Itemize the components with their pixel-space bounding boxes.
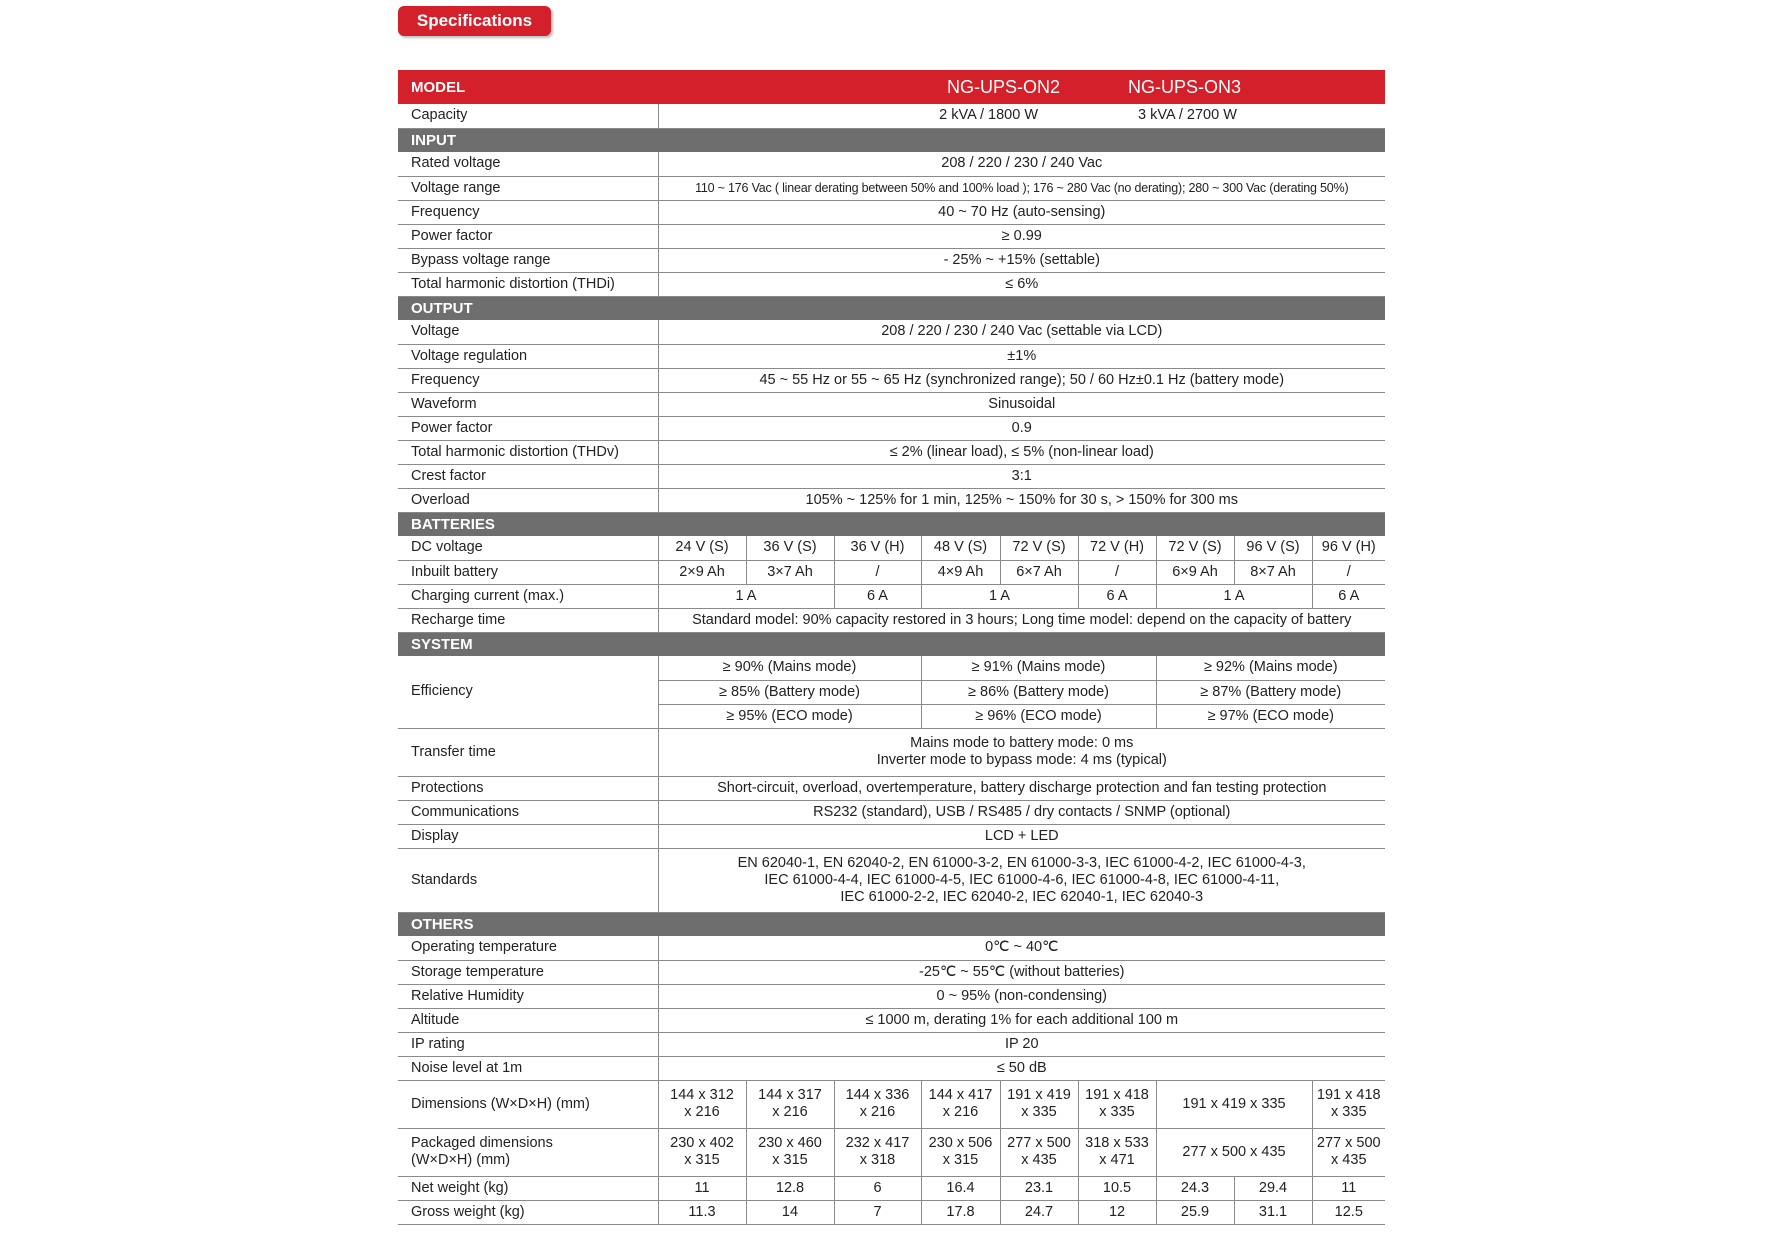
- cell: 6 A: [834, 584, 921, 608]
- table-row: [398, 392, 1385, 416]
- cell: ≥ 97% (ECO mode): [1156, 704, 1385, 728]
- cell: ≥ 92% (Mains mode): [1156, 656, 1385, 680]
- model-label: MODEL: [398, 70, 658, 104]
- table-row: [398, 936, 1385, 960]
- section-title: SYSTEM: [398, 632, 1385, 656]
- text-line: EN 62040-1, EN 62040-2, EN 61000-3-2, EN 61000-3-3, IEC 61000-4-2, IEC 61000-4-3,: [737, 854, 1306, 871]
- model-row: [398, 70, 1385, 104]
- cell: 96 V (S): [1234, 536, 1312, 560]
- capacity-on2: 2 kVA / 1800 W: [658, 104, 1078, 128]
- row-value: RS232 (standard), USB / RS485 / dry contacts / SNMP (optional): [658, 800, 1385, 824]
- row-label: Net weight (kg): [398, 1176, 658, 1200]
- row-label: Voltage regulation: [398, 344, 658, 368]
- cell: 14: [746, 1200, 834, 1224]
- row-value: IP 20: [658, 1032, 1385, 1056]
- text-line: Mains mode to battery mode: 0 ms: [910, 735, 1134, 751]
- cell: 1 A: [1156, 584, 1312, 608]
- gross-weight-row: [398, 1200, 1385, 1224]
- table-row: [398, 776, 1385, 800]
- text-line: x 471: [1099, 1152, 1135, 1168]
- row-value: 0 ~ 95% (non-condensing): [658, 984, 1385, 1008]
- row-label: Transfer time: [398, 728, 658, 776]
- row-value: -25℃ ~ 55℃ (without batteries): [658, 960, 1385, 984]
- table-row: [398, 984, 1385, 1008]
- text-line: 144 x 312: [670, 1087, 734, 1103]
- table-row: [398, 344, 1385, 368]
- capacity-row: [398, 104, 1385, 128]
- text-line: 318 x 533: [1085, 1135, 1149, 1151]
- table-row: [398, 1008, 1385, 1032]
- row-label: Power factor: [398, 416, 658, 440]
- cell: 2×9 Ah: [658, 560, 746, 584]
- cell: 96 V (H): [1312, 536, 1385, 560]
- cell: 25.9: [1156, 1200, 1234, 1224]
- text-line: 191 x 419: [1007, 1087, 1071, 1103]
- dimensions-row: [398, 1080, 1385, 1128]
- row-value: Sinusoidal: [658, 392, 1385, 416]
- cell: ≥ 87% (Battery mode): [1156, 680, 1385, 704]
- row-value: 45 ~ 55 Hz or 55 ~ 65 Hz (synchronized range); 50 / 60 Hz±0.1 Hz (battery mode): [658, 368, 1385, 392]
- row-value: 0.9: [658, 416, 1385, 440]
- cell: ≥ 90% (Mains mode): [658, 656, 921, 680]
- text-line: x 335: [1331, 1104, 1367, 1120]
- cell: 6: [834, 1176, 921, 1200]
- row-value: 40 ~ 70 Hz (auto-sensing): [658, 200, 1385, 224]
- cell: 16.4: [921, 1176, 1000, 1200]
- row-value: [658, 848, 1385, 912]
- text-line: 277 x 500: [1316, 1135, 1381, 1151]
- cell: ≥ 91% (Mains mode): [921, 656, 1156, 680]
- cell: ≥ 95% (ECO mode): [658, 704, 921, 728]
- section-header-input: [398, 128, 1385, 152]
- row-label: Recharge time: [398, 608, 658, 632]
- cell: 36 V (S): [746, 536, 834, 560]
- table-row: [398, 368, 1385, 392]
- section-title: OUTPUT: [398, 296, 1385, 320]
- net-weight-row: [398, 1176, 1385, 1200]
- section-header-output: [398, 296, 1385, 320]
- text-line: IEC 61000-2-2, IEC 62040-2, IEC 62040-1, IEC 62040-3: [840, 888, 1204, 905]
- cell: [658, 1080, 746, 1128]
- section-header-batteries: [398, 512, 1385, 536]
- cell: 31.1: [1234, 1200, 1312, 1224]
- row-label: Efficiency: [398, 656, 658, 728]
- text-line: x 315: [942, 1152, 979, 1168]
- section-header-system: [398, 632, 1385, 656]
- text-line: 191 x 419 x 335: [1182, 1095, 1286, 1112]
- cell: 1 A: [658, 584, 834, 608]
- text-line: 277 x 500: [1007, 1135, 1071, 1151]
- cell: /: [834, 560, 921, 584]
- cell: 36 V (H): [834, 536, 921, 560]
- text-line: (W×D×H) (mm): [411, 1152, 511, 1168]
- text-line: 232 x 417: [845, 1135, 910, 1151]
- table-row: [398, 1032, 1385, 1056]
- text-line: x 315: [684, 1152, 720, 1168]
- standards-row: [398, 848, 1385, 912]
- cell: [921, 1128, 1000, 1176]
- row-label: DC voltage: [398, 536, 658, 560]
- cell: [834, 1080, 921, 1128]
- text-line: 230 x 402: [670, 1135, 734, 1151]
- row-label: Waveform: [398, 392, 658, 416]
- row-label: Power factor: [398, 224, 658, 248]
- cell: 4×9 Ah: [921, 560, 1000, 584]
- row-value: Standard model: 90% capacity restored in 3 hours; Long time model: depend on the capacity of battery: [658, 608, 1385, 632]
- cell: [834, 1128, 921, 1176]
- text-line: 191 x 418: [1085, 1087, 1149, 1103]
- text-line: 230 x 460: [758, 1135, 822, 1151]
- text-line: x 315: [772, 1152, 808, 1168]
- row-label: Inbuilt battery: [398, 560, 658, 584]
- cell: 7: [834, 1200, 921, 1224]
- row-value: ≤ 2% (linear load), ≤ 5% (non-linear load): [658, 440, 1385, 464]
- row-label: Display: [398, 824, 658, 848]
- row-value: 105% ~ 125% for 1 min, 125% ~ 150% for 30 s, > 150% for 300 ms: [658, 488, 1385, 512]
- section-header-others: [398, 912, 1385, 936]
- table-row: [398, 1056, 1385, 1080]
- text-line: Packaged dimensions: [411, 1135, 553, 1151]
- row-label: Dimensions (W×D×H) (mm): [398, 1080, 658, 1128]
- row-value: LCD + LED: [658, 824, 1385, 848]
- cell: 72 V (H): [1078, 536, 1156, 560]
- row-value: Short-circuit, overload, overtemperature, battery discharge protection and fan testing protection: [658, 776, 1385, 800]
- cell: 24.7: [1000, 1200, 1078, 1224]
- cell: ≥ 96% (ECO mode): [921, 704, 1156, 728]
- text-line: IEC 61000-4-4, IEC 61000-4-5, IEC 61000-4-6, IEC 61000-4-8, IEC 61000-4-11,: [764, 871, 1280, 888]
- cell: 29.4: [1234, 1176, 1312, 1200]
- cell: 11.3: [658, 1200, 746, 1224]
- cell: 6 A: [1078, 584, 1156, 608]
- row-label: Frequency: [398, 200, 658, 224]
- table-row: [398, 488, 1385, 512]
- table-row: [398, 272, 1385, 296]
- text-line: x 216: [942, 1104, 979, 1120]
- model-on3: NG-UPS-ON3: [1078, 70, 1385, 104]
- cell: [746, 1128, 834, 1176]
- row-label: Total harmonic distortion (THDv): [398, 440, 658, 464]
- table-row: [398, 440, 1385, 464]
- cell: ≥ 85% (Battery mode): [658, 680, 921, 704]
- cell: [921, 1080, 1000, 1128]
- table-row: [398, 824, 1385, 848]
- cell: 11: [1312, 1176, 1385, 1200]
- model-on2: NG-UPS-ON2: [658, 70, 1078, 104]
- text-line: x 335: [1099, 1104, 1135, 1120]
- cell: [1000, 1128, 1078, 1176]
- row-label: Altitude: [398, 1008, 658, 1032]
- row-value: 208 / 220 / 230 / 240 Vac (settable via LCD): [658, 320, 1385, 344]
- text-line: x 216: [859, 1104, 896, 1120]
- row-label: Charging current (max.): [398, 584, 658, 608]
- cell: 8×7 Ah: [1234, 560, 1312, 584]
- text-line: x 216: [684, 1104, 720, 1120]
- row-value: 208 / 220 / 230 / 240 Vac: [658, 152, 1385, 176]
- cell: [1000, 1080, 1078, 1128]
- text-line: 144 x 417: [928, 1087, 993, 1103]
- recharge-time-row: [398, 608, 1385, 632]
- text-line: x 435: [1021, 1152, 1057, 1168]
- text-line: x 435: [1331, 1152, 1367, 1168]
- row-value: ±1%: [658, 344, 1385, 368]
- specifications-badge: Specifications: [398, 6, 551, 36]
- cell: [1156, 1128, 1312, 1176]
- cell: 12: [1078, 1200, 1156, 1224]
- capacity-on3: 3 kVA / 2700 W: [1078, 104, 1385, 128]
- text-line: x 216: [772, 1104, 808, 1120]
- table-row: [398, 800, 1385, 824]
- section-title: BATTERIES: [398, 512, 1385, 536]
- cell: ≥ 86% (Battery mode): [921, 680, 1156, 704]
- row-label: [398, 1128, 658, 1176]
- row-label: Voltage range: [398, 176, 658, 200]
- cell: 24.3: [1156, 1176, 1234, 1200]
- row-label: Total harmonic distortion (THDi): [398, 272, 658, 296]
- row-label: Overload: [398, 488, 658, 512]
- text-line: 191 x 418: [1316, 1087, 1381, 1103]
- row-label: Relative Humidity: [398, 984, 658, 1008]
- cell: 23.1: [1000, 1176, 1078, 1200]
- row-label: Crest factor: [398, 464, 658, 488]
- row-label: IP rating: [398, 1032, 658, 1056]
- row-label: Communications: [398, 800, 658, 824]
- cell: 6×9 Ah: [1156, 560, 1234, 584]
- row-label: Gross weight (kg): [398, 1200, 658, 1224]
- row-label: Noise level at 1m: [398, 1056, 658, 1080]
- row-label: Operating temperature: [398, 936, 658, 960]
- table-row: [398, 960, 1385, 984]
- cell: 72 V (S): [1000, 536, 1078, 560]
- cell: [1078, 1080, 1156, 1128]
- table-row: [398, 464, 1385, 488]
- text-line: 277 x 500 x 435: [1182, 1143, 1286, 1160]
- row-value: ≥ 0.99: [658, 224, 1385, 248]
- table-row: [398, 176, 1385, 200]
- row-label: Storage temperature: [398, 960, 658, 984]
- text-line: 230 x 506: [928, 1135, 993, 1151]
- row-value: 110 ~ 176 Vac ( linear derating between 50% and 100% load ); 176 ~ 280 Vac (no derating); 280 ~ 300 Vac (derating 50%): [658, 176, 1385, 200]
- row-label: Frequency: [398, 368, 658, 392]
- text-line: x 318: [859, 1152, 896, 1168]
- cell: [1312, 1128, 1385, 1176]
- cell: [746, 1080, 834, 1128]
- table-row: [398, 248, 1385, 272]
- row-value: ≤ 6%: [658, 272, 1385, 296]
- text-line: Inverter mode to bypass mode: 4 ms (typical): [876, 752, 1167, 768]
- cell: 6 A: [1312, 584, 1385, 608]
- text-line: x 335: [1021, 1104, 1057, 1120]
- spec-table: [398, 70, 1385, 1225]
- charging-current-row: [398, 584, 1385, 608]
- row-value: ≤ 50 dB: [658, 1056, 1385, 1080]
- row-label: Voltage: [398, 320, 658, 344]
- table-row: [398, 152, 1385, 176]
- text-line: 144 x 317: [758, 1087, 822, 1103]
- packaged-dimensions-row: [398, 1128, 1385, 1176]
- cell: 12.5: [1312, 1200, 1385, 1224]
- cell: 10.5: [1078, 1176, 1156, 1200]
- row-value: 3:1: [658, 464, 1385, 488]
- table-row: [398, 416, 1385, 440]
- row-value: [658, 728, 1385, 776]
- cell: 6×7 Ah: [1000, 560, 1078, 584]
- efficiency-row: [398, 656, 1385, 680]
- row-label: Protections: [398, 776, 658, 800]
- row-value: - 25% ~ +15% (settable): [658, 248, 1385, 272]
- cell: /: [1078, 560, 1156, 584]
- row-label: Standards: [398, 848, 658, 912]
- cell: 11: [658, 1176, 746, 1200]
- transfer-time-row: [398, 728, 1385, 776]
- table-row: [398, 224, 1385, 248]
- cell: 17.8: [921, 1200, 1000, 1224]
- text-line: 144 x 336: [845, 1087, 910, 1103]
- table-row: [398, 200, 1385, 224]
- dc-voltage-row: [398, 536, 1385, 560]
- cell: [1156, 1080, 1312, 1128]
- row-value: ≤ 1000 m, derating 1% for each additional 100 m: [658, 1008, 1385, 1032]
- row-value: 0℃ ~ 40℃: [658, 936, 1385, 960]
- cell: 1 A: [921, 584, 1078, 608]
- cell: /: [1312, 560, 1385, 584]
- cell: 72 V (S): [1156, 536, 1234, 560]
- row-label: Rated voltage: [398, 152, 658, 176]
- section-title: INPUT: [398, 128, 1385, 152]
- cell: [1312, 1080, 1385, 1128]
- row-label: Capacity: [398, 104, 658, 128]
- cell: 48 V (S): [921, 536, 1000, 560]
- cell: 12.8: [746, 1176, 834, 1200]
- cell: 24 V (S): [658, 536, 746, 560]
- inbuilt-battery-row: [398, 560, 1385, 584]
- cell: [658, 1128, 746, 1176]
- table-row: [398, 320, 1385, 344]
- cell: [1078, 1128, 1156, 1176]
- section-title: OTHERS: [398, 912, 1385, 936]
- cell: 3×7 Ah: [746, 560, 834, 584]
- row-label: Bypass voltage range: [398, 248, 658, 272]
